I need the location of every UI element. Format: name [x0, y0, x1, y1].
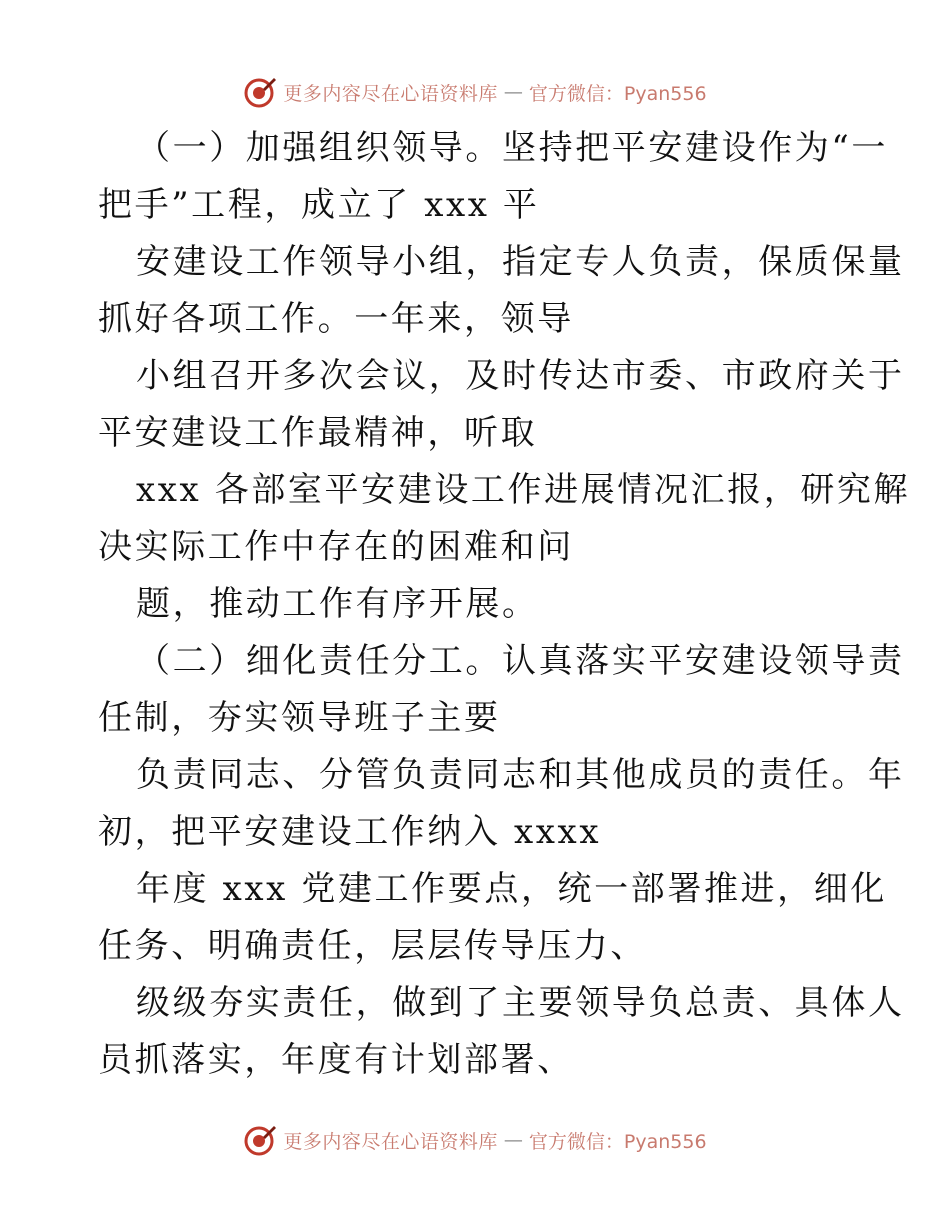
- pen-logo-icon: [243, 1123, 277, 1157]
- text-line: 年度 xxx 党建工作要点，统一部署推进，细化: [136, 869, 887, 909]
- header-watermark: [0, 70, 950, 114]
- footer-watermark: [0, 1118, 950, 1162]
- text-line: （二）细化责任分工。认真落实平安建设领导责: [136, 641, 905, 681]
- document-body: [98, 120, 911, 1089]
- text-line: xxx 各部室平安建设工作进展情况汇报，研究解: [136, 470, 911, 510]
- pen-logo-icon: [243, 75, 277, 109]
- text-line: 员抓落实，年度有计划部署、: [98, 1040, 574, 1080]
- watermark-dash: —: [503, 1129, 523, 1151]
- watermark-brand: 更多内容尽在心语资料库: [283, 1130, 498, 1153]
- text-line: 级级夯实责任，做到了主要领导负总责、具体人: [136, 983, 905, 1023]
- text-line: 抓好各项工作。一年来，领导: [98, 299, 574, 339]
- watermark-brand: 更多内容尽在心语资料库: [283, 82, 498, 105]
- text-line: 平安建设工作最精神，听取: [98, 413, 538, 453]
- text-line: 题，推动工作有序开展。: [136, 584, 539, 624]
- text-line: 决实际工作中存在的困难和问: [98, 527, 574, 567]
- text-line: 把手”工程，成立了 xxx 平: [98, 185, 540, 225]
- text-line: 任务、明确责任，层层传导压力、: [98, 926, 647, 966]
- text-line: 任制，夯实领导班子主要: [98, 698, 501, 738]
- text-line: （一）加强组织领导。坚持把平安建设作为“一: [136, 128, 888, 168]
- watermark-dash: —: [503, 81, 523, 103]
- text-line: 安建设工作领导小组，指定专人负责，保质保量: [136, 242, 905, 282]
- text-line: 负责同志、分管负责同志和其他成员的责任。年: [136, 755, 905, 795]
- text-line: 初，把平安建设工作纳入 xxxx: [98, 812, 602, 852]
- watermark-contact: 官方微信：Pyan556: [528, 1130, 707, 1153]
- text-line: 小组召开多次会议，及时传达市委、市政府关于: [136, 356, 905, 396]
- watermark-contact: 官方微信：Pyan556: [528, 82, 707, 105]
